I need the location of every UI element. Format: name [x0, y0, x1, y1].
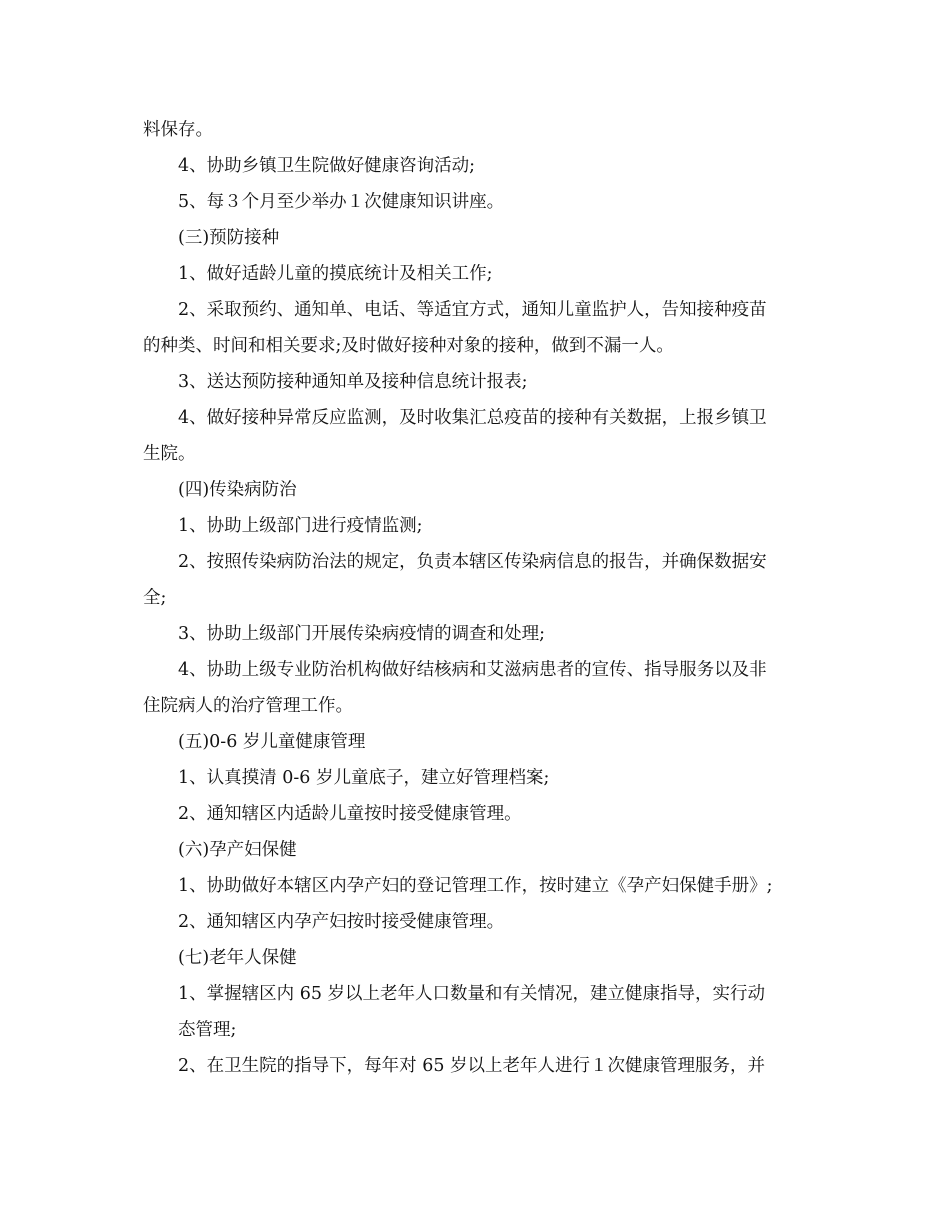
- text-line: 4、协助乡镇卫生院做好健康咨询活动;: [178, 156, 476, 176]
- text-line: 2、采取预约、通知单、电话、等适宜方式，通知儿童监护人，告知接种疫苗: [178, 300, 767, 320]
- text-line: 2、在卫生院的指导下，每年对 65 岁以上老年人进行１次健康管理服务，并: [178, 1056, 766, 1076]
- text-line: 2、按照传染病防治法的规定，负责本辖区传染病信息的报告，并确保数据安: [178, 552, 767, 572]
- text-line: (五)0-6 岁儿童健康管理: [178, 732, 366, 752]
- text-line: (三)预防接种: [178, 228, 280, 248]
- text-line: 生院。: [143, 444, 196, 464]
- text-line: 1、认真摸清 0-6 岁儿童底子，建立好管理档案;: [178, 768, 550, 788]
- text-line: 2、通知辖区内适龄儿童按时接受健康管理。: [178, 804, 522, 824]
- text-line: 住院病人的治疗管理工作。: [143, 696, 353, 716]
- text-line: (四)传染病防治: [178, 480, 297, 500]
- text-line: 4、协助上级专业防治机构做好结核病和艾滋病患者的宣传、指导服务以及非: [178, 660, 767, 680]
- text-line: 1、协助上级部门进行疫情监测;: [178, 516, 423, 536]
- text-line: 的种类、时间和相关要求;及时做好接种对象的接种，做到不漏一人。: [143, 336, 674, 356]
- text-line: 1、做好适龄儿童的摸底统计及相关工作;: [178, 264, 493, 284]
- text-line: (七)老年人保健: [178, 948, 297, 968]
- text-line: 3、协助上级部门开展传染病疫情的调查和处理;: [178, 624, 546, 644]
- text-line: 5、每３个月至少举办１次健康知识讲座。: [178, 192, 505, 212]
- text-line: 3、送达预防接种通知单及接种信息统计报表;: [178, 372, 528, 392]
- text-line: 全;: [143, 588, 167, 608]
- text-line: 4、做好接种异常反应监测，及时收集汇总疫苗的接种有关数据，上报乡镇卫: [178, 408, 767, 428]
- text-line: 1、掌握辖区内 65 岁以上老年人口数量和有关情况，建立健康指导，实行动: [178, 984, 766, 1004]
- text-line: 2、通知辖区内孕产妇按时接受健康管理。: [178, 912, 505, 932]
- document-body: [143, 112, 823, 1084]
- text-line: (六)孕产妇保健: [178, 840, 297, 860]
- text-line: 1、协助做好本辖区内孕产妇的登记管理工作，按时建立《孕产妇保健手册》;: [178, 876, 773, 896]
- text-line: 料保存。: [143, 120, 213, 140]
- text-line: 态管理;: [178, 1020, 237, 1040]
